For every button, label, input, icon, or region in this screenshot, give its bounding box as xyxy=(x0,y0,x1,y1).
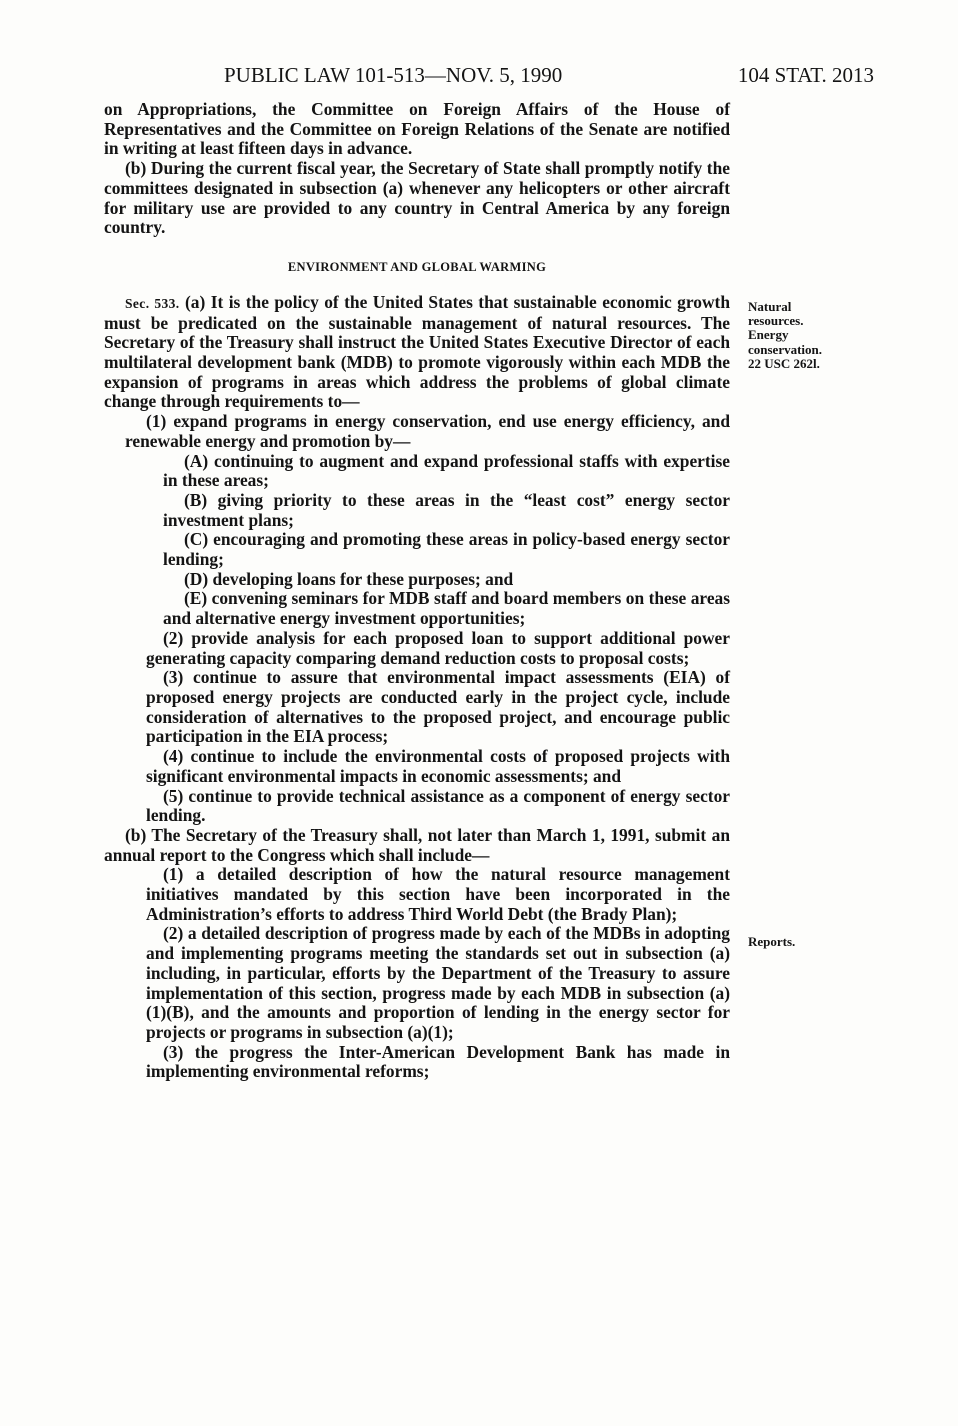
margin-note-line: Natural xyxy=(748,299,792,314)
margin-note-reports xyxy=(748,935,948,949)
item-1-C: (C) encouraging and promoting these areas in policy-based energy sector lending; xyxy=(163,529,730,570)
section-533-text: (a) It is the policy of the United States that sustainable economic growth must be predicated on the sustainable management of natural resources. The Secretary of the Treasury shall instruct the United States Executive Director of each multilateral development bank (MDB) to promote vigorously within each MDB the expansion of programs in areas which address the problems of global climate change through requirements to— xyxy=(104,291,730,412)
margin-note-line: 22 USC 262l. xyxy=(748,355,820,371)
section-label: Sec. 533. xyxy=(125,295,180,311)
report-item-1: (1) a detailed description of how the natural resource management initiatives mandated by this section have been incorporated in the Administration’s efforts to address Third World Debt (the Brady Plan); xyxy=(146,864,730,924)
item-1-D: (D) developing loans for these purposes; and xyxy=(184,568,514,589)
margin-note-line: Reports. xyxy=(748,934,796,949)
item-1: (1) expand programs in energy conservation, end use energy efficiency, and renewable energy and promotion by— xyxy=(125,411,730,451)
item-3: (3) continue to assure that environmental impact assessments (EIA) of proposed energy projects are conducted early in the project cycle, include consideration of alternatives to the proposed project, and encourage public participation in the EIA process; xyxy=(146,667,730,747)
margin-note-natural-resources xyxy=(748,300,948,371)
report-item-2: (2) a detailed description of progress made by each of the MDBs in adopting and implementing programs meeting the standards set out in subsection (a) including, in particular, efforts by the Department of the Treasury to assure implementation of this section, progress made by each MDB in subsection (a)(1)(B), and the amounts and proportion of lending in the energy sector for projects or programs in subsection (a)(1); xyxy=(146,923,730,1042)
margin-note-line: Energy xyxy=(748,327,789,343)
margin-note-line: resources. xyxy=(748,313,804,329)
header-stat-page: 104 STAT. 2013 xyxy=(737,63,874,87)
section-heading: ENVIRONMENT AND GLOBAL WARMING xyxy=(287,259,547,274)
item-1-B: (B) giving priority to these areas in the “least cost” energy sector investment plans; xyxy=(163,489,730,530)
item-4: (4) continue to include the environmental costs of proposed projects with significant environmental impacts in economic assessments; and xyxy=(146,746,730,786)
document-body xyxy=(104,100,730,1082)
paragraph-b-report: (b) The Secretary of the Treasury shall, not later than March 1, 1991, submit an annual report to the Congress which shall include— xyxy=(104,824,730,865)
paragraph-b-notification: (b) During the current fiscal year, the Secretary of State shall promptly notify the committees designated in subsection (a) whenever any helicopters or other aircraft for military use are provided to any country in Central America by any foreign country. xyxy=(104,158,730,238)
continued-paragraph: on Appropriations, the Committee on Foreign Affairs of the House of Representatives and the Committee on Foreign Relations of the Senate are notified in writing at least fifteen days in advance. xyxy=(104,99,730,159)
margin-note-line: conservation. xyxy=(748,341,823,357)
item-1-A: (A) continuing to augment and expand professional staffs with expertise in these areas; xyxy=(163,450,730,491)
report-item-3: (3) the progress the Inter-American Development Bank has made in implementing environmental reforms; xyxy=(146,1041,730,1082)
item-1-E: (E) convening seminars for MDB staff and board members on these areas and alternative energy investment opportunities; xyxy=(163,588,730,629)
item-5: (5) continue to provide technical assistance as a component of energy sector lending. xyxy=(146,785,730,826)
section-533-a xyxy=(104,293,730,412)
item-2: (2) provide analysis for each proposed loan to support additional power generating capacity comparing demand reduction costs to proposal costs; xyxy=(146,627,730,668)
page-header xyxy=(104,60,874,90)
header-title: PUBLIC LAW 101-513—NOV. 5, 1990 xyxy=(224,63,563,87)
